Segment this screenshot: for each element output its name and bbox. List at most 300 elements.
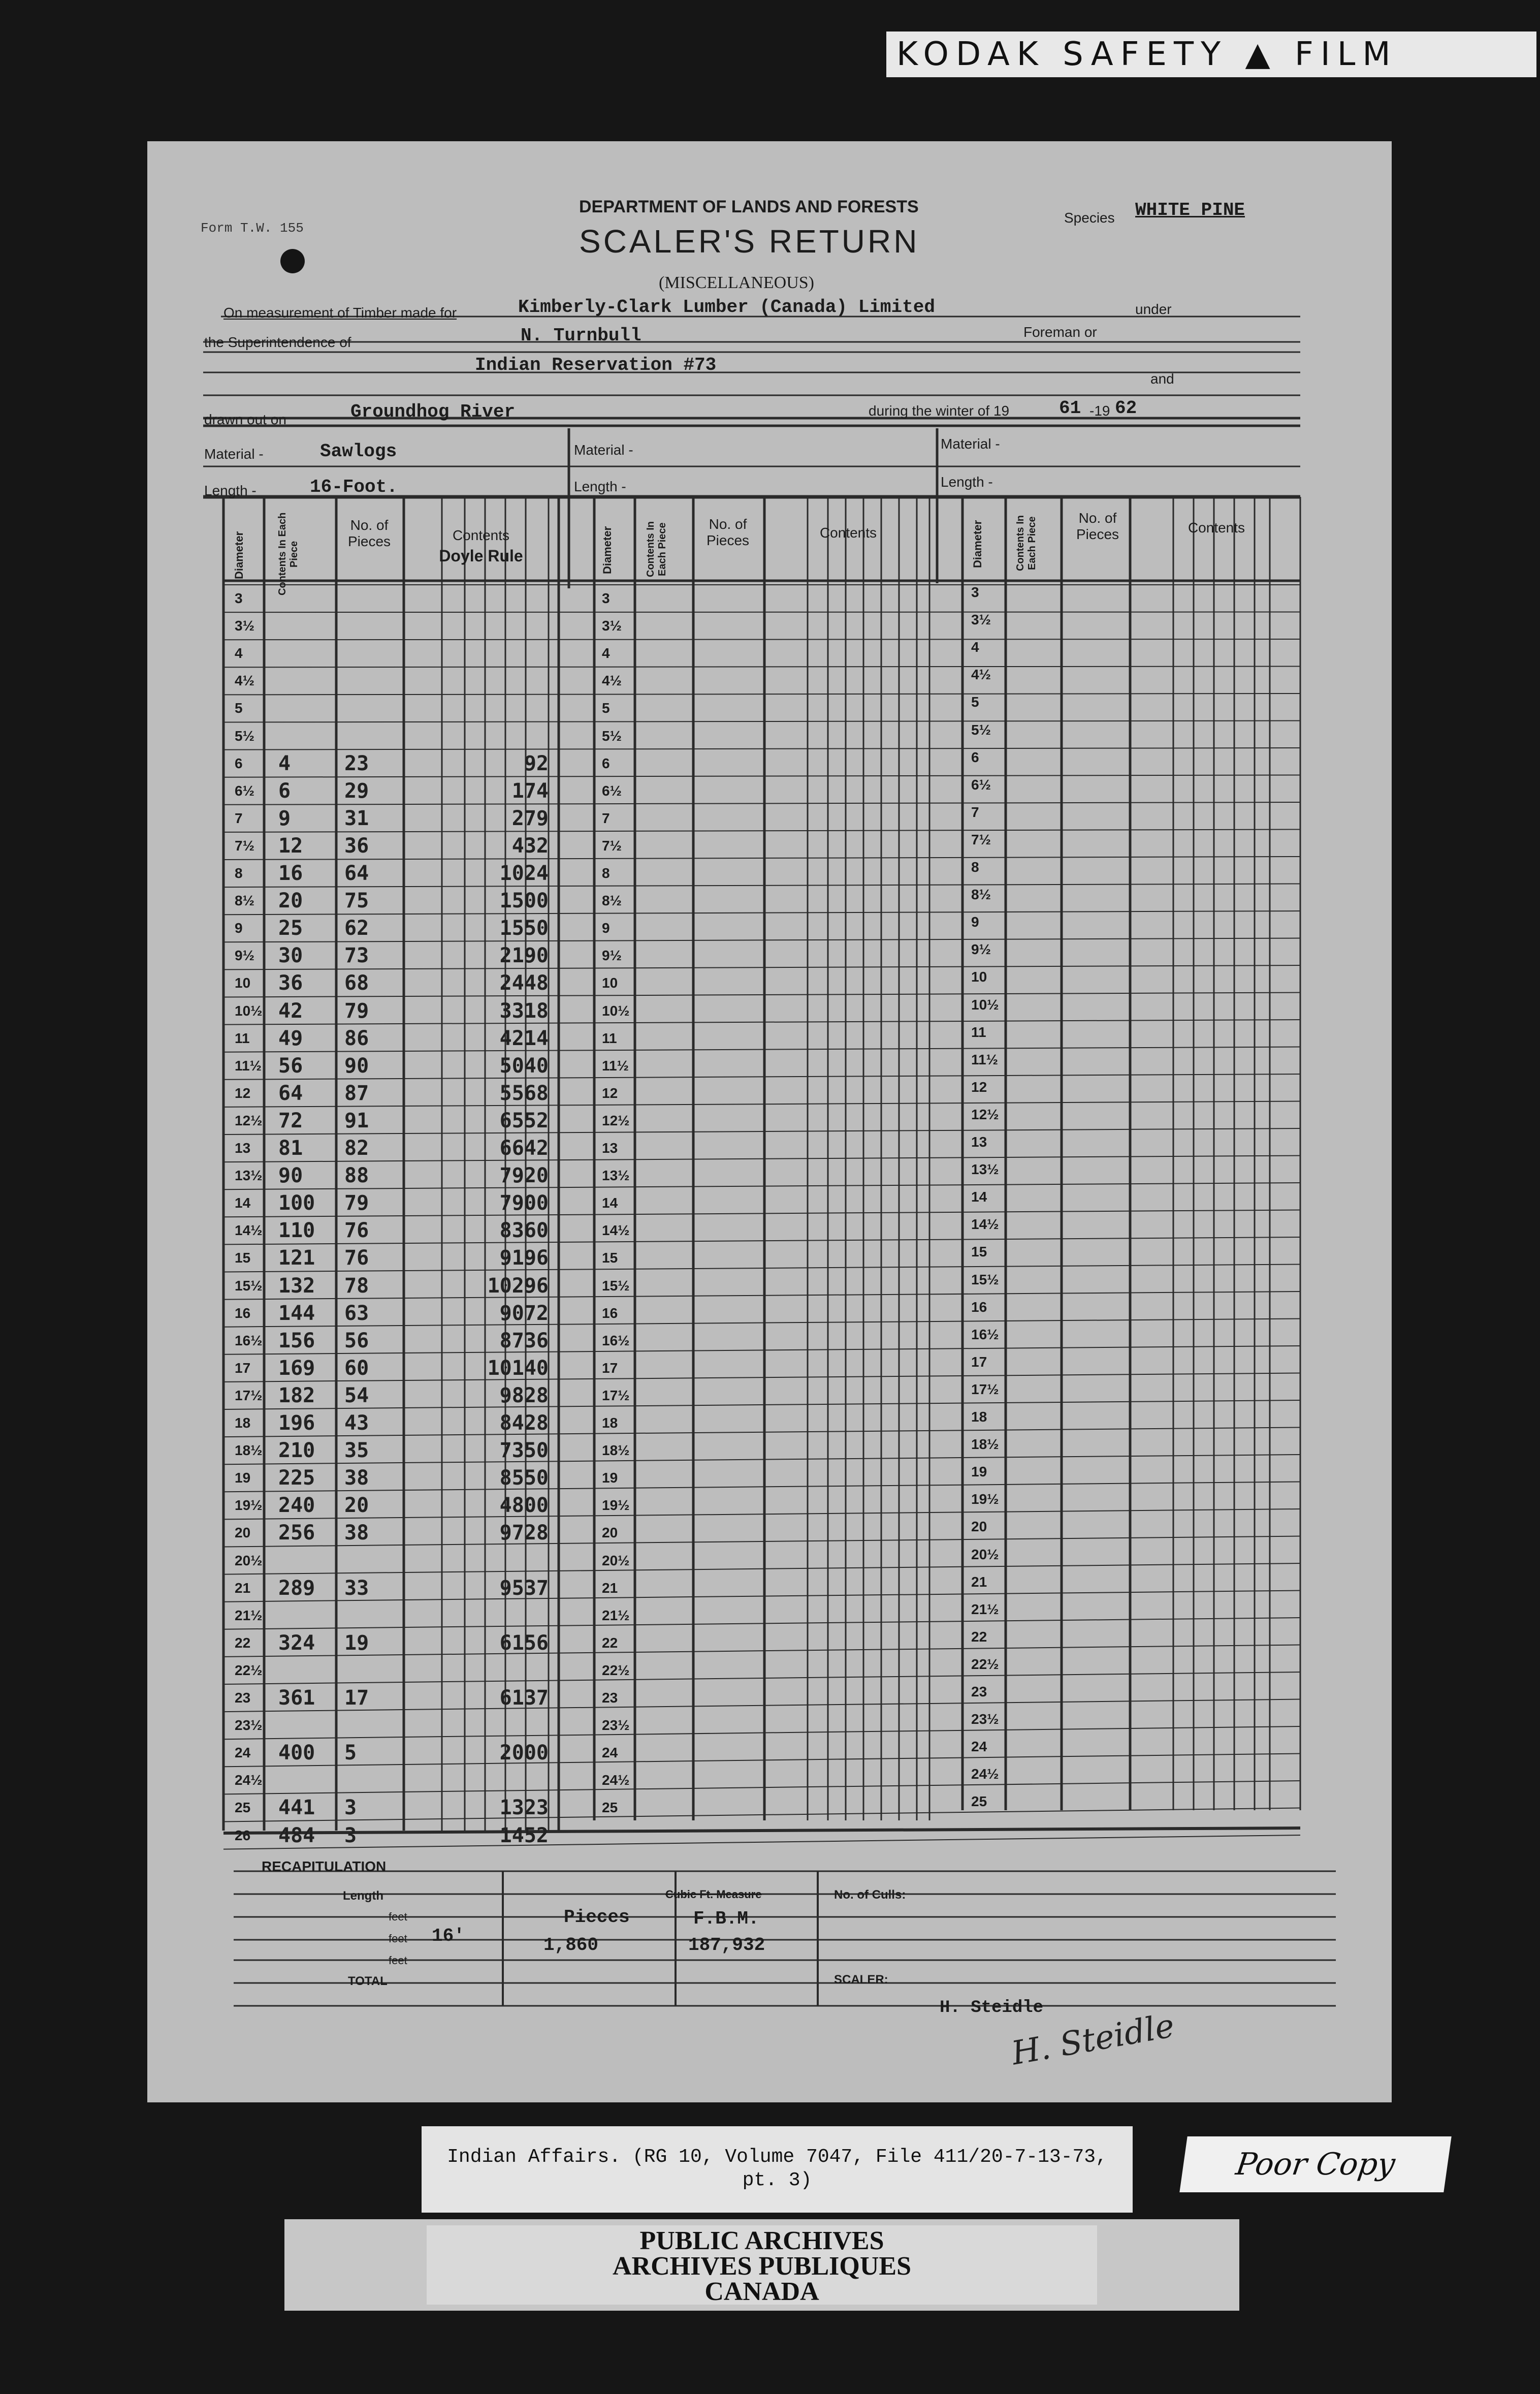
caption-line-2: pt. 3)	[742, 2169, 812, 2191]
doyle-contents-cell: 9537	[499, 1576, 549, 1600]
archives-line-1: PUBLIC ARCHIVES	[639, 2226, 884, 2255]
table-row	[147, 585, 1392, 612]
diameter-cell: 21	[235, 1580, 251, 1596]
doyle-contents-cell: 92	[524, 751, 549, 775]
blank-diameter-cell: 14½	[602, 1222, 630, 1239]
diameter-cell: 20	[235, 1525, 251, 1541]
blank-diameter-cell: 22½	[971, 1656, 999, 1672]
doyle-contents-cell: 10296	[487, 1274, 549, 1298]
blank-diameter-cell: 8	[971, 859, 979, 875]
table-row	[147, 1629, 1392, 1657]
blank-diameter-cell: 19	[602, 1470, 618, 1486]
pieces-cell: 79	[344, 999, 369, 1023]
blank-diameter-cell: 16½	[971, 1326, 999, 1342]
blank-diameter-cell: 4½	[971, 667, 991, 683]
pieces-cell: 31	[344, 806, 369, 830]
doyle-contents-cell	[452, 1712, 549, 1739]
contents-each-cell: 400	[278, 1741, 315, 1765]
blank-diameter-cell: 6	[971, 749, 979, 765]
blank-diameter-cell: 16½	[602, 1332, 630, 1348]
pieces-cell: 63	[344, 1301, 369, 1325]
diameter-header: Diameter	[233, 531, 245, 580]
winter-end: 62	[1115, 398, 1137, 419]
material-label-3: Material -	[941, 436, 1000, 452]
blank-diameter-cell: 17½	[971, 1381, 999, 1397]
doyle-contents-cell: 7350	[499, 1439, 549, 1463]
material-label-1: Material -	[204, 446, 264, 462]
blank-diameter-cell: 10	[971, 969, 987, 985]
superintendent-name: N. Turnbull	[521, 325, 641, 346]
contents-each-cell: 90	[278, 1164, 303, 1188]
doyle-contents-cell	[452, 695, 549, 722]
blank-diameter-cell: 24½	[602, 1772, 630, 1788]
table-row	[147, 612, 1392, 640]
doyle-contents-cell	[452, 640, 549, 667]
blank-diameter-cell: 4½	[602, 673, 622, 689]
blank-diameter-cell: 19	[971, 1464, 987, 1480]
recap-fbm-label: F.B.M.	[693, 1908, 759, 1929]
table-row	[147, 997, 1392, 1025]
pieces-cell: 23	[344, 751, 369, 775]
contents-header-2: Contents	[819, 525, 877, 541]
blank-diameter-cell: 13½	[602, 1168, 630, 1184]
diameter-cell: 10½	[235, 1002, 263, 1019]
blank-diameter-cell: 5½	[602, 728, 622, 744]
doyle-contents-cell: 6156	[499, 1631, 549, 1655]
archives-line-3: CANADA	[704, 2277, 819, 2306]
contents-each-cell: 12	[278, 834, 303, 858]
blank-diameter-cell: 3	[602, 590, 610, 606]
material-label-2: Material -	[574, 442, 633, 458]
pieces-cell: 5	[344, 1741, 357, 1765]
contents-each-cell: 361	[278, 1686, 315, 1710]
table-row	[147, 1354, 1392, 1382]
diameter-cell: 20½	[235, 1552, 263, 1568]
blank-diameter-cell: 9	[971, 914, 979, 930]
blank-diameter-cell: 11½	[971, 1051, 998, 1067]
winter-start: 61	[1059, 398, 1081, 419]
contents-each-cell: 225	[278, 1466, 315, 1490]
diameter-cell: 4½	[235, 673, 254, 689]
pieces-cell: 88	[344, 1164, 369, 1188]
contents-header-3: Contents	[1188, 520, 1245, 536]
diameter-cell: 7	[235, 810, 243, 826]
table-row	[147, 1492, 1392, 1519]
blank-diameter-cell: 18	[971, 1409, 987, 1425]
diameter-cell: 10	[235, 975, 251, 991]
blank-diameter-cell: 9	[602, 920, 610, 936]
contents-each-cell: 110	[278, 1219, 315, 1243]
pieces-cell: 76	[344, 1246, 369, 1270]
blank-diameter-cell: 12½	[602, 1112, 630, 1128]
pieces-cell: 87	[344, 1081, 369, 1105]
table-row	[147, 777, 1392, 805]
length-label-1: Length -	[204, 483, 256, 498]
diameter-cell: 19½	[235, 1497, 263, 1514]
blank-diameter-cell: 25	[971, 1793, 987, 1810]
blank-diameter-cell: 7½	[971, 831, 991, 847]
table-row	[147, 640, 1392, 667]
blank-diameter-cell: 21½	[971, 1601, 999, 1617]
doyle-contents-cell	[452, 585, 549, 612]
blank-diameter-cell: 24½	[971, 1766, 999, 1782]
pieces-cell: 82	[344, 1137, 369, 1160]
blank-diameter-cell: 7	[971, 804, 979, 820]
diameter-cell: 16	[235, 1305, 251, 1321]
table-row	[147, 1217, 1392, 1244]
table-row	[147, 1244, 1392, 1272]
table-row	[147, 860, 1392, 887]
blank-diameter-cell: 5	[971, 694, 979, 710]
superintendence-label: the Superintendence of	[204, 334, 351, 350]
blank-diameter-cell: 6½	[602, 782, 622, 799]
contents-each-cell: 210	[278, 1439, 315, 1463]
pieces-cell: 29	[344, 779, 369, 803]
location-value: Indian Reservation #73	[475, 355, 717, 375]
blank-diameter-cell: 17½	[602, 1387, 630, 1403]
blank-diameter-cell: 11	[602, 1030, 617, 1046]
blank-diameter-cell: 18½	[602, 1442, 630, 1459]
blank-diameter-cell: 18½	[971, 1436, 999, 1453]
doyle-contents-cell	[452, 612, 549, 640]
diameter-cell: 7½	[235, 837, 254, 854]
blank-diameter-cell: 9½	[971, 941, 991, 958]
recap-total-label: TOTAL	[348, 1974, 388, 1988]
table-row	[147, 1080, 1392, 1107]
diameter-cell: 17	[235, 1360, 251, 1376]
pieces-cell: 76	[344, 1219, 369, 1243]
diameter-cell: 9½	[235, 948, 254, 964]
doyle-contents-cell	[452, 1767, 549, 1794]
diameter-cell: 9	[235, 920, 243, 936]
blank-diameter-cell: 11	[971, 1024, 986, 1040]
doyle-contents-cell: 2448	[499, 971, 549, 995]
pieces-cell: 3	[344, 1796, 357, 1820]
blank-diameter-cell: 10½	[602, 1002, 630, 1019]
table-row	[147, 1272, 1392, 1300]
table-row	[147, 1025, 1392, 1052]
doyle-contents-cell: 1452	[499, 1823, 549, 1847]
contents-each-cell: 182	[278, 1383, 315, 1407]
pieces-cell: 20	[344, 1494, 369, 1518]
pieces-header	[336, 517, 402, 550]
blank-diameter-cell: 10	[602, 975, 618, 991]
diameter-cell: 24	[235, 1745, 251, 1761]
doyle-contents-cell: 1550	[499, 917, 549, 940]
doyle-contents-cell	[452, 1602, 549, 1629]
table-row	[147, 1327, 1392, 1354]
table-row	[147, 1602, 1392, 1629]
contents-each-cell: 56	[278, 1054, 303, 1078]
doyle-contents-cell: 432	[511, 834, 549, 858]
diameter-cell: 13	[235, 1140, 251, 1156]
table-row	[147, 1739, 1392, 1767]
blank-diameter-cell: 13	[602, 1140, 618, 1156]
contents-each-cell: 132	[278, 1274, 315, 1298]
contents-each-cell: 42	[278, 999, 303, 1023]
diameter-cell: 12½	[235, 1112, 263, 1128]
species-label: Species	[1064, 210, 1115, 226]
recap-feet-2: feet	[389, 1932, 407, 1945]
table-row	[147, 1712, 1392, 1739]
diameter-cell: 12	[235, 1085, 251, 1101]
diameter-cell: 6½	[235, 782, 254, 799]
blank-diameter-cell: 16	[602, 1305, 618, 1321]
blank-diameter-cell: 17	[971, 1353, 987, 1370]
blank-diameter-cell: 24	[602, 1745, 618, 1761]
blank-diameter-cell: 4	[602, 645, 610, 662]
diameter-cell: 18½	[235, 1442, 263, 1459]
blank-diameter-cell: 23½	[971, 1711, 999, 1727]
diameter-cell: 8½	[235, 893, 254, 909]
doyle-contents-cell: 2190	[499, 944, 549, 968]
poor-copy-label: Poor Copy	[1179, 2136, 1451, 2192]
diameter-cell: 11½	[235, 1057, 262, 1074]
doyle-contents-cell: 174	[511, 779, 549, 803]
blank-diameter-cell: 8	[602, 865, 610, 881]
recap-cubic-label: Cubic Ft. Measure	[665, 1888, 762, 1901]
contents-each-cell: 30	[278, 944, 303, 968]
diameter-cell: 18	[235, 1415, 251, 1431]
blank-diameter-cell: 22½	[602, 1662, 630, 1678]
doyle-contents-cell: 279	[511, 806, 549, 830]
recap-heading: RECAPITULATION	[262, 1858, 387, 1874]
contents-each-cell: 196	[278, 1411, 315, 1435]
contents-each-header: Contents In Each Piece	[277, 512, 300, 596]
measurement-label: On measurement of Timber made for	[223, 305, 457, 321]
blank-diameter-cell: 24	[971, 1739, 987, 1755]
pieces-header-line2: Pieces	[347, 533, 391, 549]
diameter-cell: 26	[235, 1827, 251, 1843]
blank-diameter-cell: 22	[971, 1628, 987, 1645]
pieces-cell: 78	[344, 1274, 369, 1298]
pieces-cell: 90	[344, 1054, 369, 1078]
table-row	[147, 1437, 1392, 1464]
blank-diameter-cell: 21	[971, 1573, 987, 1590]
contents-each-header-2: Contents In Each Piece	[645, 521, 668, 577]
contents-each-cell: 121	[278, 1246, 315, 1270]
company-name: Kimberly-Clark Lumber (Canada) Limited	[518, 297, 935, 318]
table-row	[147, 1052, 1392, 1080]
blank-diameter-cell: 13	[971, 1134, 987, 1150]
doyle-contents-cell: 5568	[499, 1081, 549, 1105]
contents-each-cell: 25	[278, 917, 303, 940]
blank-diameter-cell: 20½	[971, 1546, 999, 1562]
contents-each-cell: 49	[278, 1026, 303, 1050]
blank-diameter-cell: 6½	[971, 776, 991, 793]
blank-diameter-cell: 20½	[602, 1552, 630, 1568]
table-row	[147, 887, 1392, 915]
diameter-cell: 23½	[235, 1717, 263, 1734]
archives-stamp	[284, 2219, 1239, 2311]
table-row	[147, 1464, 1392, 1492]
doyle-contents-cell	[452, 1547, 549, 1574]
table-row	[147, 722, 1392, 750]
table-row	[147, 1794, 1392, 1821]
doyle-contents-cell: 4214	[499, 1026, 549, 1050]
table-row	[147, 1657, 1392, 1684]
blank-diameter-cell: 5½	[971, 721, 991, 738]
pieces-cell: 64	[344, 862, 369, 885]
species-value: WHITE PINE	[1135, 200, 1245, 220]
diameter-cell: 23	[235, 1690, 251, 1706]
pieces-cell: 86	[344, 1026, 369, 1050]
blank-diameter-cell: 5	[602, 700, 610, 716]
diameter-header-2: Diameter	[601, 526, 614, 575]
diameter-cell: 3	[235, 590, 243, 606]
length-label-2: Length -	[574, 479, 626, 494]
pieces-cell: 56	[344, 1329, 369, 1352]
diameter-cell: 22	[235, 1634, 251, 1651]
doyle-contents-cell	[452, 1657, 549, 1684]
doyle-contents-cell: 6552	[499, 1109, 549, 1132]
recap-length-label: Length	[343, 1889, 383, 1903]
pieces-cell: 91	[344, 1109, 369, 1132]
diameter-cell: 19	[235, 1470, 251, 1486]
foreman-label: Foreman or	[1023, 324, 1097, 340]
table-row	[147, 1519, 1392, 1547]
blank-diameter-cell: 3½	[602, 618, 622, 634]
contents-each-cell: 256	[278, 1521, 315, 1545]
blank-diameter-cell: 14	[602, 1195, 618, 1211]
table-row	[147, 750, 1392, 777]
pieces-header-line1: No. of	[350, 517, 389, 533]
table-row	[147, 1300, 1392, 1327]
pieces-cell: 54	[344, 1383, 369, 1407]
contents-each-cell: 64	[278, 1081, 303, 1105]
pieces-cell: 19	[344, 1631, 369, 1655]
recap-fbm-value: 187,932	[688, 1935, 765, 1956]
table-row	[147, 1822, 1392, 1849]
archive-caption	[422, 2126, 1133, 2213]
doyle-contents-cell: 5040	[499, 1054, 549, 1078]
diameter-cell: 5½	[235, 728, 254, 744]
blank-diameter-cell: 9½	[602, 948, 622, 964]
pieces-cell: 68	[344, 971, 369, 995]
contents-each-cell: 100	[278, 1191, 315, 1215]
form-subtitle: (MISCELLANEOUS)	[659, 273, 814, 292]
blank-diameter-cell: 12½	[971, 1106, 999, 1122]
diameter-cell: 17½	[235, 1387, 263, 1403]
table-row	[147, 1409, 1392, 1437]
diameter-cell: 15	[235, 1250, 251, 1266]
diameter-cell: 24½	[235, 1772, 263, 1788]
diameter-cell: 6	[235, 755, 243, 771]
diameter-cell: 14½	[235, 1222, 263, 1239]
diameter-cell: 11	[235, 1030, 250, 1046]
drawn-out-label: drawn out on	[204, 412, 286, 427]
pieces-cell: 75	[344, 889, 369, 913]
blank-diameter-cell: 7½	[602, 837, 622, 854]
recap-pieces-value: 1,860	[543, 1935, 599, 1956]
blank-diameter-cell: 19½	[971, 1491, 999, 1507]
doyle-contents-cell: 7920	[499, 1164, 549, 1188]
doyle-contents-cell: 6137	[499, 1686, 549, 1710]
blank-diameter-cell: 20	[971, 1519, 987, 1535]
table-row	[147, 1135, 1392, 1162]
pieces-cell: 43	[344, 1411, 369, 1435]
table-row	[147, 1189, 1392, 1217]
blank-diameter-cell: 8½	[971, 887, 991, 903]
pieces-cell: 79	[344, 1191, 369, 1215]
blank-diameter-cell: 13½	[971, 1161, 999, 1178]
pieces-header-3-line1: No. of	[1078, 510, 1117, 526]
contents-each-cell: 6	[278, 779, 291, 803]
doyle-contents-cell: 1500	[499, 889, 549, 913]
contents-header: Contents	[452, 527, 510, 543]
doyle-contents-cell	[452, 667, 549, 695]
department-heading: DEPARTMENT OF LANDS AND FORESTS	[579, 197, 919, 216]
blank-diameter-cell: 11½	[602, 1057, 629, 1074]
diameter-cell: 14	[235, 1195, 251, 1211]
doyle-contents-cell: 8550	[499, 1466, 549, 1490]
pieces-cell: 60	[344, 1356, 369, 1380]
blank-diameter-cell: 12	[602, 1085, 618, 1101]
contents-each-cell: 240	[278, 1494, 315, 1518]
blank-diameter-cell: 15½	[602, 1277, 630, 1294]
table-row	[147, 1767, 1392, 1794]
blank-diameter-cell: 15	[602, 1250, 618, 1266]
pieces-cell: 17	[344, 1686, 369, 1710]
and-label: and	[1150, 371, 1174, 387]
doyle-contents-cell: 9196	[499, 1246, 549, 1270]
contents-each-cell: 4	[278, 751, 291, 775]
contents-each-cell: 441	[278, 1796, 315, 1820]
scaler-signature: H. Steidle	[1009, 2007, 1177, 2073]
contents-each-cell: 20	[278, 889, 303, 913]
river-value: Groundhog River	[350, 401, 516, 422]
recap-pieces-label: Pieces	[564, 1907, 630, 1928]
doyle-contents-cell: 7900	[499, 1191, 549, 1215]
diameter-cell: 8	[235, 865, 243, 881]
table-row	[147, 1547, 1392, 1574]
contents-each-cell: 72	[278, 1109, 303, 1132]
blank-diameter-cell: 15	[971, 1244, 987, 1260]
blank-diameter-cell: 6	[602, 755, 610, 771]
contents-each-cell: 289	[278, 1576, 315, 1600]
pieces-cell: 62	[344, 917, 369, 940]
table-row	[147, 1574, 1392, 1602]
blank-diameter-cell: 17	[602, 1360, 618, 1376]
table-row	[147, 1162, 1392, 1189]
blank-diameter-cell: 21½	[602, 1607, 630, 1623]
form-title: SCALER'S RETURN	[579, 223, 920, 260]
blank-diameter-cell: 23½	[602, 1717, 630, 1734]
blank-diameter-cell: 22	[602, 1634, 618, 1651]
table-row	[147, 942, 1392, 969]
blank-diameter-cell: 20	[602, 1525, 618, 1541]
contents-each-cell: 324	[278, 1631, 315, 1655]
doyle-contents-cell: 8736	[499, 1329, 549, 1352]
doyle-contents-cell: 9828	[499, 1383, 549, 1407]
doyle-contents-cell	[452, 722, 549, 750]
blank-diameter-cell: 23	[971, 1684, 987, 1699]
winter-mid: -19	[1089, 403, 1110, 419]
diameter-cell: 25	[235, 1800, 251, 1816]
pieces-header-2-line2: Pieces	[706, 532, 750, 548]
winter-label: during the winter of 19	[869, 403, 1010, 419]
doyle-contents-cell: 1024	[499, 862, 549, 885]
table-row	[147, 969, 1392, 997]
doyle-contents-cell: 4800	[499, 1494, 549, 1518]
recap-length-value: 16'	[432, 1926, 465, 1946]
pieces-cell: 38	[344, 1521, 369, 1545]
form-number: Form T.W. 155	[201, 220, 304, 236]
blank-diameter-cell: 16	[971, 1299, 987, 1315]
blank-diameter-cell: 14½	[971, 1216, 999, 1233]
length-label-3: Length -	[941, 474, 993, 490]
material-value-1: Sawlogs	[320, 441, 397, 462]
